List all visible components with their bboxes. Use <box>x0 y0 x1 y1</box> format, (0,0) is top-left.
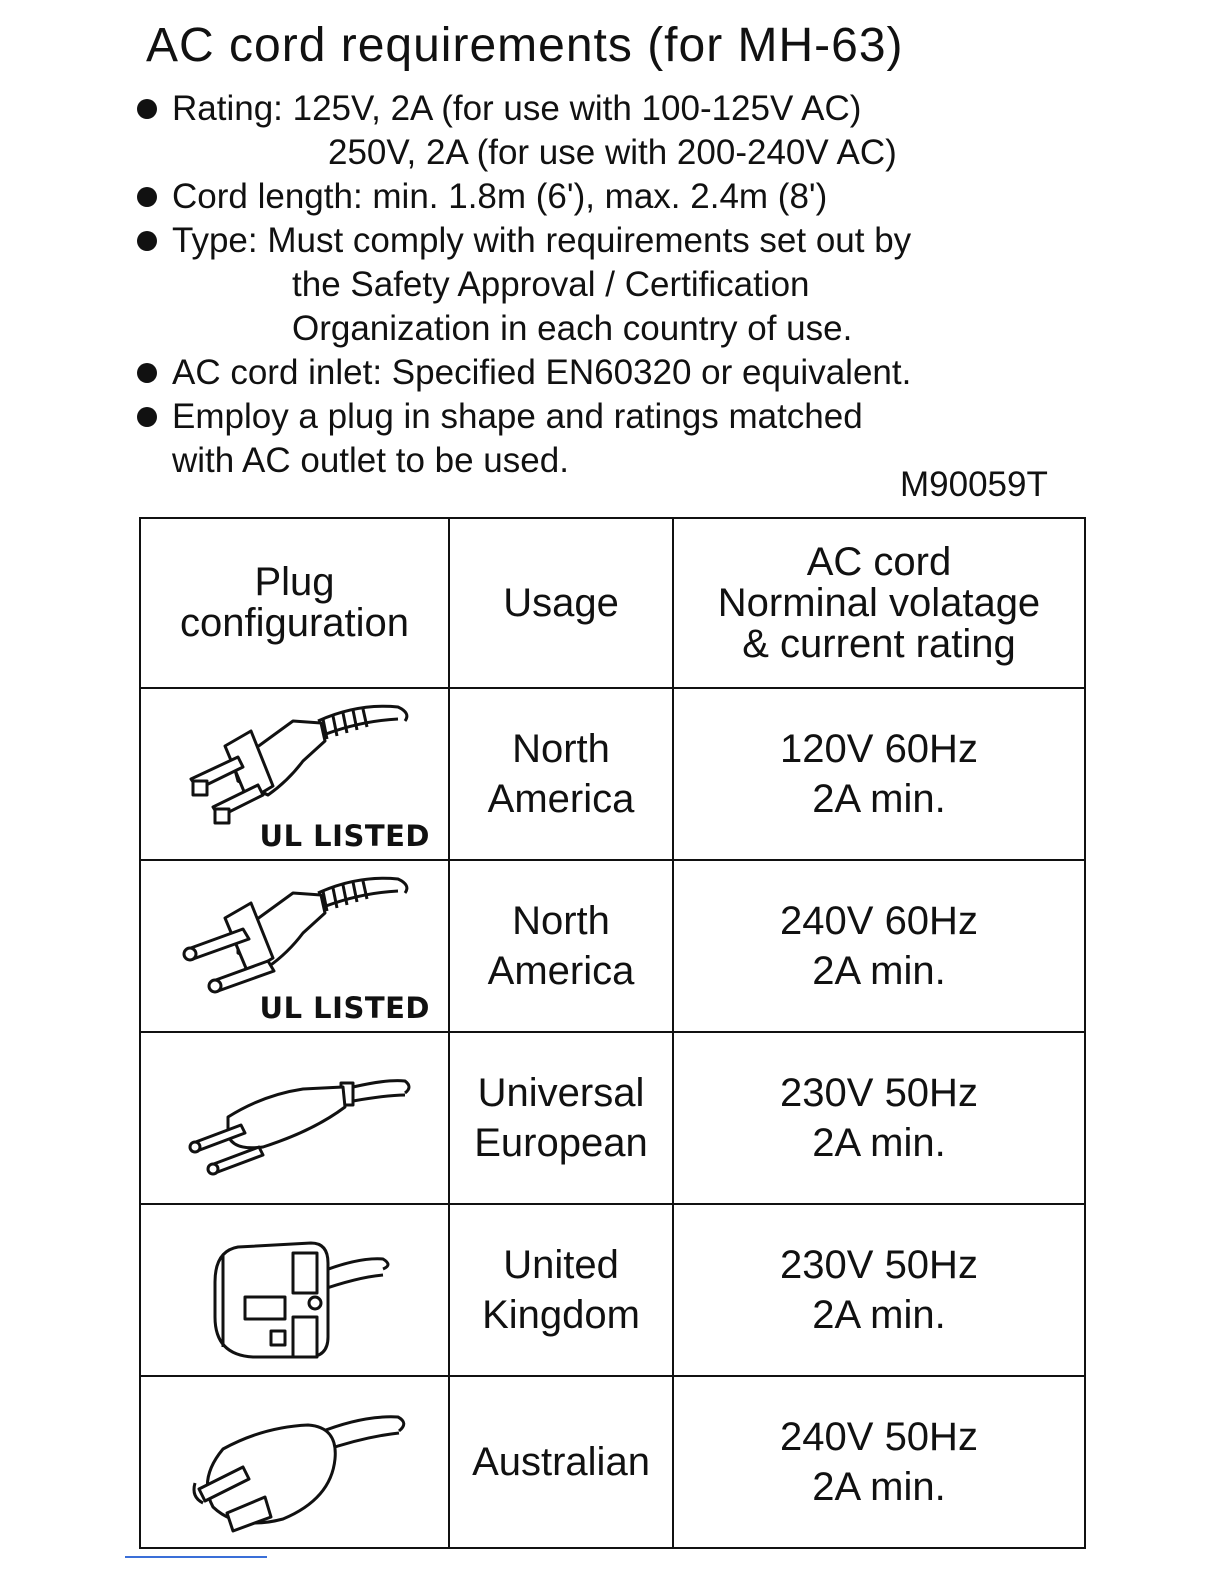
rating-cell: 120V 60Hz 2A min. <box>673 688 1085 860</box>
rating-cell: 240V 60Hz 2A min. <box>673 860 1085 1032</box>
table-row <box>140 1032 1085 1204</box>
table-row <box>140 1376 1085 1548</box>
rating-cell: 240V 50Hz 2A min. <box>673 1376 1085 1548</box>
bullet-dot <box>137 231 157 251</box>
inlet-line: AC cord inlet: Specified EN60320 or equivalent. <box>172 353 912 392</box>
plug-cell <box>140 860 449 1032</box>
type-line-2: the Safety Approval / Certification <box>292 265 810 304</box>
rating-cell: 230V 50Hz 2A min. <box>673 1204 1085 1376</box>
ul-listed-badge: UL LISTED <box>259 991 430 1025</box>
european-round-pin-plug-icon <box>143 1035 443 1201</box>
plug-line-2: with AC outlet to be used. <box>172 441 569 480</box>
usage-cell: North America <box>449 688 673 860</box>
bullet-dot <box>137 187 157 207</box>
plug-cell <box>140 688 449 860</box>
cord-length-line: Cord length: min. 1.8m (6'), max. 2.4m (8') <box>172 177 828 216</box>
bullet-dot <box>137 407 157 427</box>
rating-line-2: 250V, 2A (for use with 200-240V AC) <box>328 133 897 172</box>
table-row <box>140 860 1085 1032</box>
usage-cell: Australian <box>449 1376 673 1548</box>
table-row <box>140 688 1085 860</box>
header-rating: AC cord Norminal volatage & current rating <box>673 518 1085 688</box>
type-line-3: Organization in each country of use. <box>292 309 853 348</box>
plug-cell <box>140 1032 449 1204</box>
ul-listed-badge: UL LISTED <box>259 819 430 853</box>
plug-requirements-table <box>139 517 1086 1549</box>
usage-cell: North America <box>449 860 673 1032</box>
uk-three-pin-plug-icon <box>143 1207 443 1373</box>
type-line-1: Type: Must comply with requirements set out by <box>172 221 912 260</box>
usage-cell: United Kingdom <box>449 1204 673 1376</box>
document-code: M90059T <box>900 465 1048 504</box>
bullet-dot <box>137 99 157 119</box>
header-plug-configuration: Plug configuration <box>140 518 449 688</box>
rating-cell: 230V 50Hz 2A min. <box>673 1032 1085 1204</box>
plug-cell <box>140 1204 449 1376</box>
page-edge-rule <box>125 1556 267 1558</box>
header-usage: Usage <box>449 518 673 688</box>
table-row <box>140 1204 1085 1376</box>
plug-cell <box>140 1376 449 1548</box>
table-header-row <box>140 518 1085 688</box>
bullet-dot <box>137 363 157 383</box>
usage-cell: Universal European <box>449 1032 673 1204</box>
page-title: AC cord requirements (for MH-63) <box>146 19 904 72</box>
australian-angled-pin-plug-icon <box>143 1379 443 1545</box>
plug-line-1: Employ a plug in shape and ratings matched <box>172 397 863 436</box>
rating-line-1: Rating: 125V, 2A (for use with 100-125V AC) <box>172 89 862 128</box>
